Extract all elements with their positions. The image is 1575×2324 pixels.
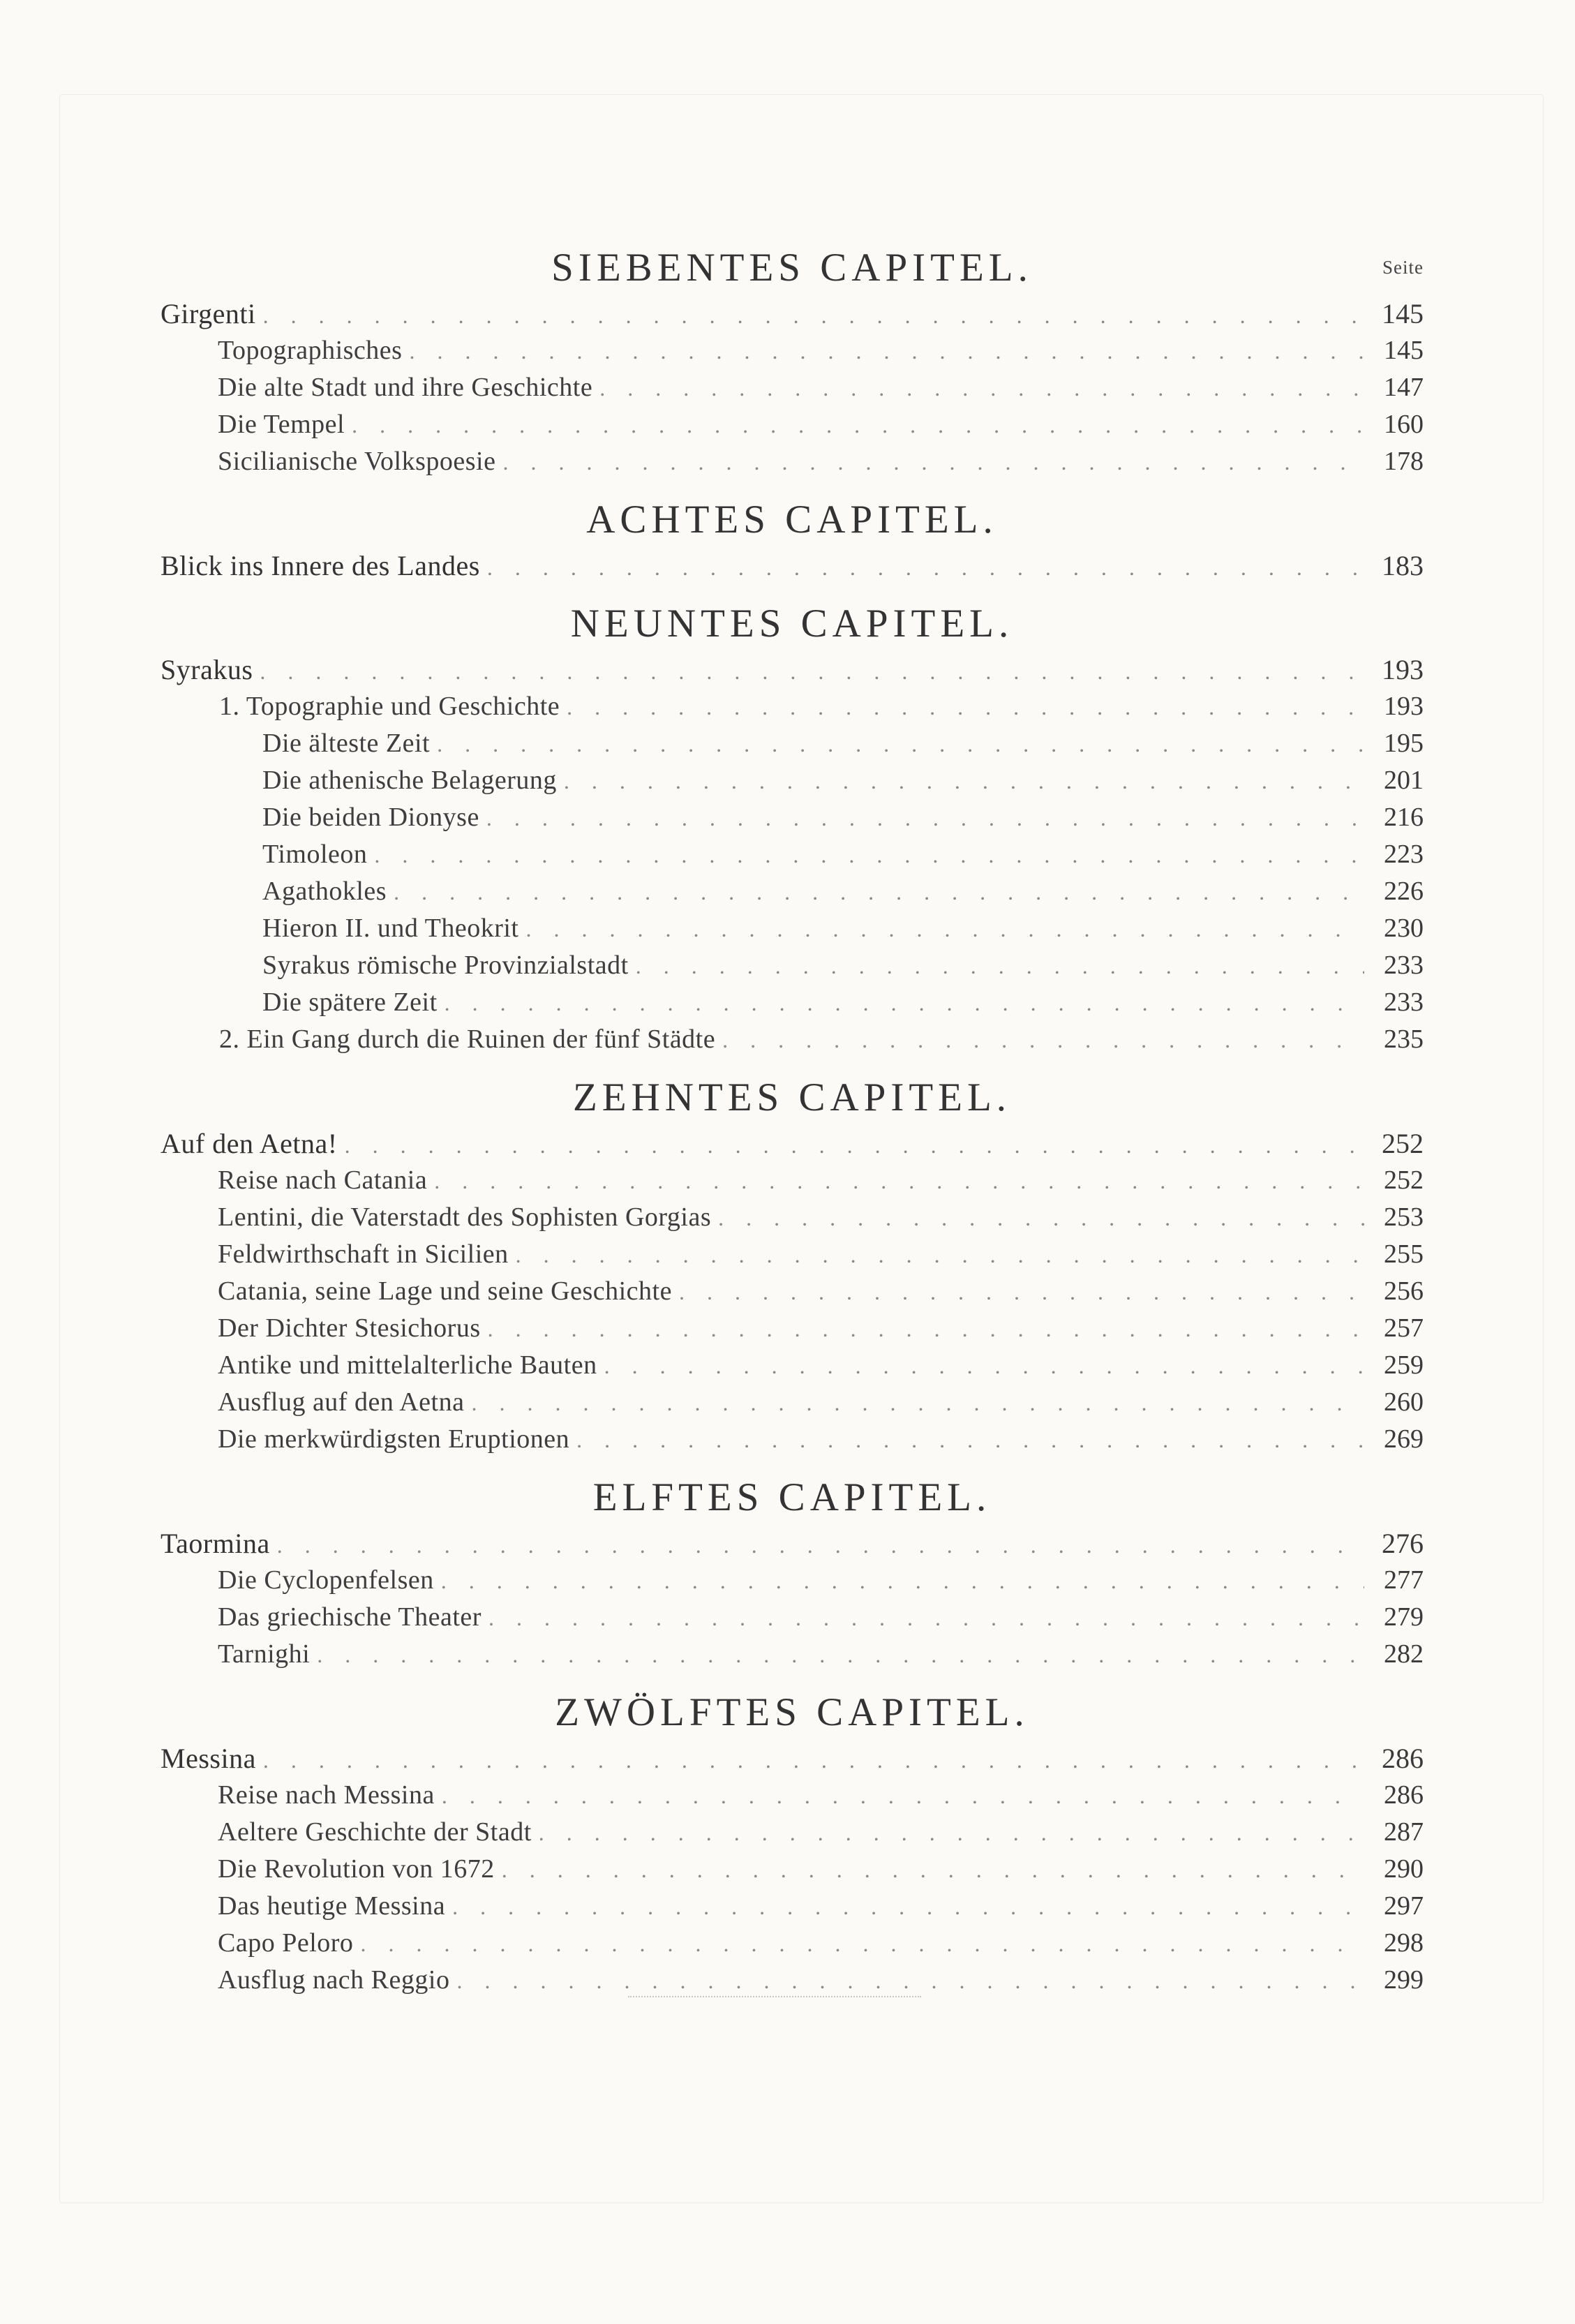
entry-title: 1. Topographie und Geschichte (219, 692, 560, 721)
toc-entry (161, 1962, 1424, 1999)
toc-entry (161, 1347, 1424, 1384)
dot-leader (604, 1348, 1364, 1385)
page-number: 216 (1384, 803, 1424, 832)
toc-entry (161, 984, 1424, 1021)
page-number: 145 (1384, 336, 1424, 365)
entry-title: Die älteste Zeit (262, 729, 431, 758)
toc-entry (161, 1814, 1424, 1851)
page-number: 253 (1384, 1202, 1424, 1232)
entry-title: Auf den Aetna! (161, 1128, 338, 1159)
dot-leader (471, 1385, 1364, 1422)
page-number: 269 (1384, 1424, 1424, 1454)
chapter-title: ELFTES CAPITEL. (592, 1475, 992, 1519)
toc-entry (161, 873, 1424, 910)
dot-leader (488, 1600, 1364, 1637)
toc-entry (161, 1851, 1424, 1888)
toc-entry (161, 799, 1424, 836)
dot-leader (360, 1926, 1364, 1962)
entry-title: Ausflug auf den Aetna (218, 1387, 465, 1417)
toc-entry (161, 836, 1424, 873)
entry-title: Die Cyclopenfelsen (218, 1565, 434, 1595)
dot-leader (352, 407, 1364, 444)
page-number: 297 (1384, 1891, 1424, 1921)
toc-entry (161, 725, 1424, 762)
chapter-title: ZWÖLFTES CAPITEL. (555, 1690, 1029, 1734)
page-number: 282 (1384, 1639, 1424, 1669)
toc-entry (161, 332, 1424, 369)
entry-title: Ausflug nach Reggio (218, 1965, 450, 1995)
chapter-heading (161, 1071, 1424, 1125)
dot-leader (576, 1422, 1364, 1459)
page-number: 255 (1384, 1239, 1424, 1269)
entry-title: Hieron II. und Theokrit (262, 914, 519, 943)
page-number: 259 (1384, 1350, 1424, 1380)
dot-leader (277, 1527, 1364, 1564)
entry-title: Die merkwürdigsten Eruptionen (218, 1424, 570, 1454)
chapter-title: SIEBENTES CAPITEL. (551, 246, 1033, 290)
entry-title: Antike und mittelalterliche Bauten (218, 1350, 597, 1380)
chapter-heading (161, 493, 1424, 547)
toc-entry (161, 1021, 1424, 1058)
page-number: 195 (1384, 729, 1424, 758)
page-number: 298 (1384, 1928, 1424, 1958)
dot-leader (317, 1637, 1364, 1674)
page-number: 235 (1384, 1025, 1424, 1054)
toc-entry (161, 1273, 1424, 1310)
dot-leader (452, 1889, 1364, 1926)
toc-entry (161, 762, 1424, 799)
toc-entry (161, 443, 1424, 480)
page-number: 256 (1384, 1276, 1424, 1306)
entry-title: Die beiden Dionyse (262, 803, 479, 832)
dot-leader (437, 726, 1364, 763)
toc-entry (161, 1421, 1424, 1458)
entry-title: Messina (161, 1743, 256, 1774)
entry-title: Reise nach Messina (218, 1780, 435, 1810)
entry-title: Sicilianische Volkspoesie (218, 447, 496, 476)
page-number: 201 (1384, 766, 1424, 795)
dot-leader (456, 1962, 1364, 1999)
toc-entry (161, 651, 1424, 688)
page-number: 260 (1384, 1387, 1424, 1417)
dot-leader (394, 874, 1364, 911)
dot-leader (409, 333, 1364, 370)
entry-title: Taormina (161, 1528, 270, 1559)
dot-leader (263, 297, 1364, 334)
toc-entry (161, 369, 1424, 406)
dot-leader (486, 800, 1364, 837)
toc-entry (161, 1888, 1424, 1925)
entry-title: Die athenische Belagerung (262, 766, 557, 795)
dot-leader (260, 653, 1364, 690)
entry-title: Capo Peloro (218, 1928, 354, 1958)
entry-title: Die alte Stadt und ihre Geschichte (218, 373, 593, 402)
dot-leader (564, 763, 1364, 800)
entry-title: Reise nach Catania (218, 1165, 428, 1195)
page-number: 299 (1384, 1965, 1424, 1995)
page-number: 287 (1384, 1817, 1424, 1847)
entry-title: Das griechische Theater (218, 1602, 482, 1632)
entry-title: Syrakus römische Provinzialstadt (262, 951, 629, 980)
dot-leader (502, 1852, 1364, 1889)
page-number: 223 (1384, 840, 1424, 869)
toc-entry (161, 1384, 1424, 1421)
entry-title: Syrakus (161, 654, 253, 685)
page-number: 257 (1384, 1313, 1424, 1343)
dot-leader (441, 1563, 1364, 1600)
toc-entry (161, 688, 1424, 725)
table-of-contents (161, 241, 1424, 1999)
chapter-title: NEUNTES CAPITEL. (570, 602, 1014, 646)
page-number: 286 (1382, 1743, 1424, 1774)
page-number: 286 (1384, 1780, 1424, 1810)
page-number: 277 (1384, 1565, 1424, 1595)
dot-leader (526, 911, 1365, 948)
toc-entry (161, 1925, 1424, 1962)
toc-entry (161, 910, 1424, 947)
toc-entry (161, 1199, 1424, 1236)
dot-leader (442, 1778, 1364, 1815)
entry-title: Blick ins Innere des Landes (161, 550, 480, 581)
page-number: 193 (1384, 692, 1424, 721)
chapter-heading (161, 1470, 1424, 1525)
page-number: 276 (1382, 1528, 1424, 1559)
chapter-heading (161, 1685, 1424, 1740)
entry-title: Tarnighi (218, 1639, 311, 1669)
dot-leader (487, 549, 1364, 586)
toc-entry (161, 1236, 1424, 1273)
chapter-title: ZEHNTES CAPITEL. (572, 1075, 1012, 1119)
toc-entry (161, 1310, 1424, 1347)
toc-entry (161, 295, 1424, 332)
entry-title: Catania, seine Lage und seine Geschichte (218, 1276, 672, 1306)
page-number: 233 (1384, 988, 1424, 1017)
toc-entry (161, 1562, 1424, 1599)
dot-leader (516, 1237, 1364, 1274)
entry-title: Agathokles (262, 877, 387, 906)
entry-title: Die Revolution von 1672 (218, 1854, 495, 1884)
dot-leader (539, 1815, 1364, 1852)
entry-title: 2. Ein Gang durch die Ruinen der fünf Städte (219, 1025, 716, 1054)
page-number: 290 (1384, 1854, 1424, 1884)
toc-entry (161, 547, 1424, 584)
entry-title: Die Tempel (218, 410, 345, 439)
entry-title: Die spätere Zeit (262, 988, 438, 1017)
dot-leader (718, 1200, 1364, 1237)
page-number: 233 (1384, 951, 1424, 980)
dot-leader (374, 837, 1364, 874)
page-number: 252 (1384, 1165, 1424, 1195)
chapter-title: ACHTES CAPITEL. (586, 498, 998, 542)
page-number: 230 (1384, 914, 1424, 943)
toc-entry (161, 1777, 1424, 1814)
dot-leader (434, 1163, 1364, 1200)
page-number: 226 (1384, 877, 1424, 906)
toc-entry (161, 406, 1424, 443)
toc-entry (161, 1525, 1424, 1562)
entry-title: Das heutige Messina (218, 1891, 446, 1921)
dot-leader (567, 689, 1364, 726)
toc-entry (161, 947, 1424, 984)
page-number: 193 (1382, 654, 1424, 685)
dot-leader (345, 1127, 1364, 1164)
dot-leader (722, 1022, 1364, 1059)
page-number: 160 (1384, 410, 1424, 439)
page-number: 252 (1382, 1128, 1424, 1159)
page-number: 178 (1384, 447, 1424, 476)
entry-title: Aeltere Geschichte der Stadt (218, 1817, 532, 1847)
dot-leader (263, 1742, 1364, 1779)
dot-leader (636, 948, 1364, 985)
toc-entry (161, 1599, 1424, 1636)
toc-entry (161, 1125, 1424, 1162)
page-number: 145 (1382, 298, 1424, 329)
end-ornament-rule (628, 1996, 921, 1997)
entry-title: Timoleon (262, 840, 368, 869)
page-number: 183 (1382, 550, 1424, 581)
dot-leader (502, 444, 1364, 481)
entry-title: Feldwirthschaft in Sicilien (218, 1239, 509, 1269)
dot-leader (599, 370, 1364, 407)
entry-title: Girgenti (161, 298, 256, 329)
chapter-heading (161, 597, 1424, 651)
page-number: 147 (1384, 373, 1424, 402)
seite-label: Seite (1382, 257, 1424, 278)
entry-title: Topographisches (218, 336, 403, 365)
dot-leader (488, 1311, 1364, 1348)
chapter-heading (161, 241, 1424, 295)
page-number: 279 (1384, 1602, 1424, 1632)
toc-entry (161, 1636, 1424, 1673)
toc-entry (161, 1162, 1424, 1199)
dot-leader (679, 1274, 1364, 1311)
toc-entry (161, 1740, 1424, 1777)
entry-title: Lentini, die Vaterstadt des Sophisten Gorgias (218, 1202, 712, 1232)
dot-leader (445, 985, 1364, 1022)
entry-title: Der Dichter Stesichorus (218, 1313, 481, 1343)
